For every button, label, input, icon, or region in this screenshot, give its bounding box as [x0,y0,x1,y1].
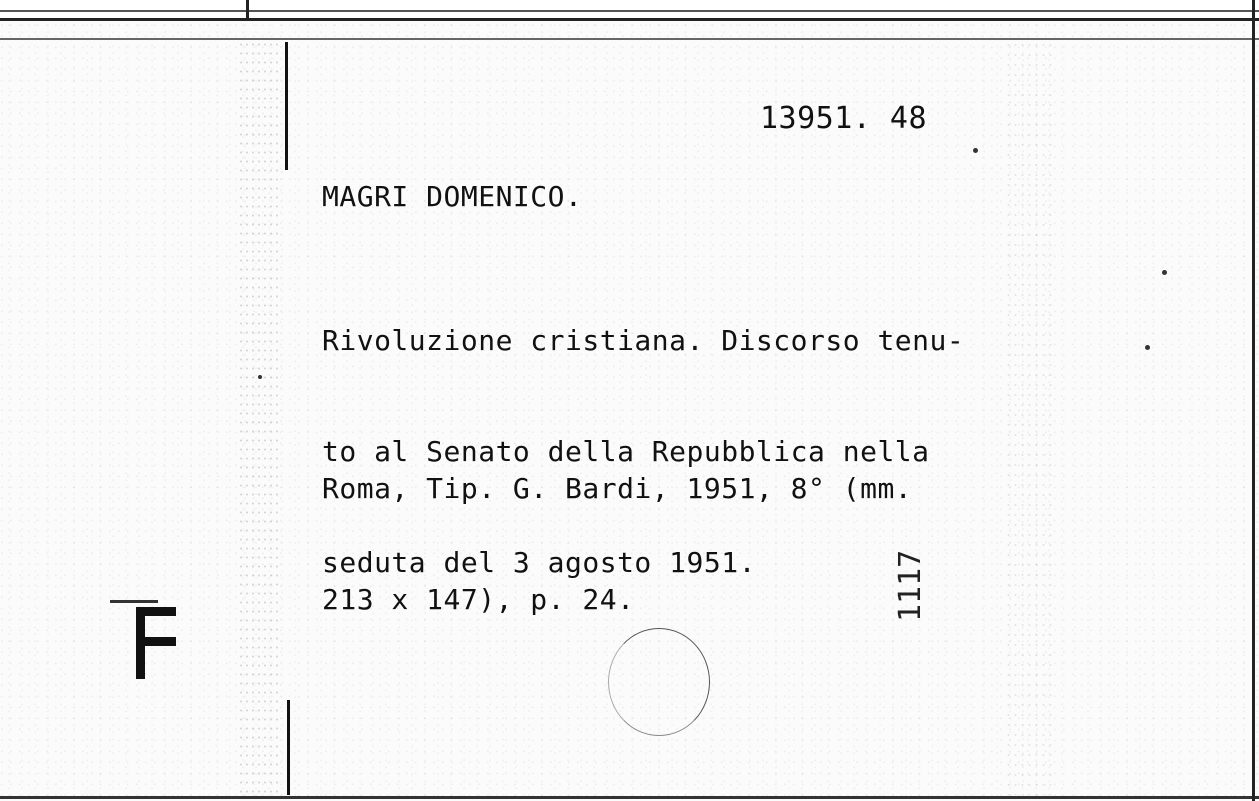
imprint-line: Roma, Tip. G. Bardi, 1951, 8° (mm. [322,472,913,505]
card-bottom-border [0,796,1259,799]
card-top-border [0,38,1259,40]
top-edge-rule [0,10,1259,12]
ink-dot [258,375,262,379]
shelfmark: 13951. 48 [760,101,928,136]
right-card-edge [1252,0,1255,801]
ink-dot [1145,345,1150,350]
imprint-block [322,396,912,655]
left-margin-rule-lower [287,700,290,795]
left-margin-rule [285,42,288,170]
left-scan-noise [238,40,278,795]
ink-dot [973,148,978,153]
author-heading: MAGRI DOMENICO. [322,180,583,213]
corner-f-mark [110,585,185,685]
title-line: seduta del 3 agosto 1951. [322,546,756,579]
top-edge-mark [246,0,249,18]
right-scan-noise [1005,40,1055,795]
imprint-line: 213 x 147), p. 24. [322,583,635,616]
title-line: Rivoluzione cristiana. Discorso tenu- [322,324,965,357]
punch-hole [608,628,710,736]
stamped-number: 1117 [893,549,928,622]
ink-dot [1162,270,1167,275]
title-line: to al Senato della Repubblica nella [322,435,930,468]
top-card-edge [0,0,1259,21]
